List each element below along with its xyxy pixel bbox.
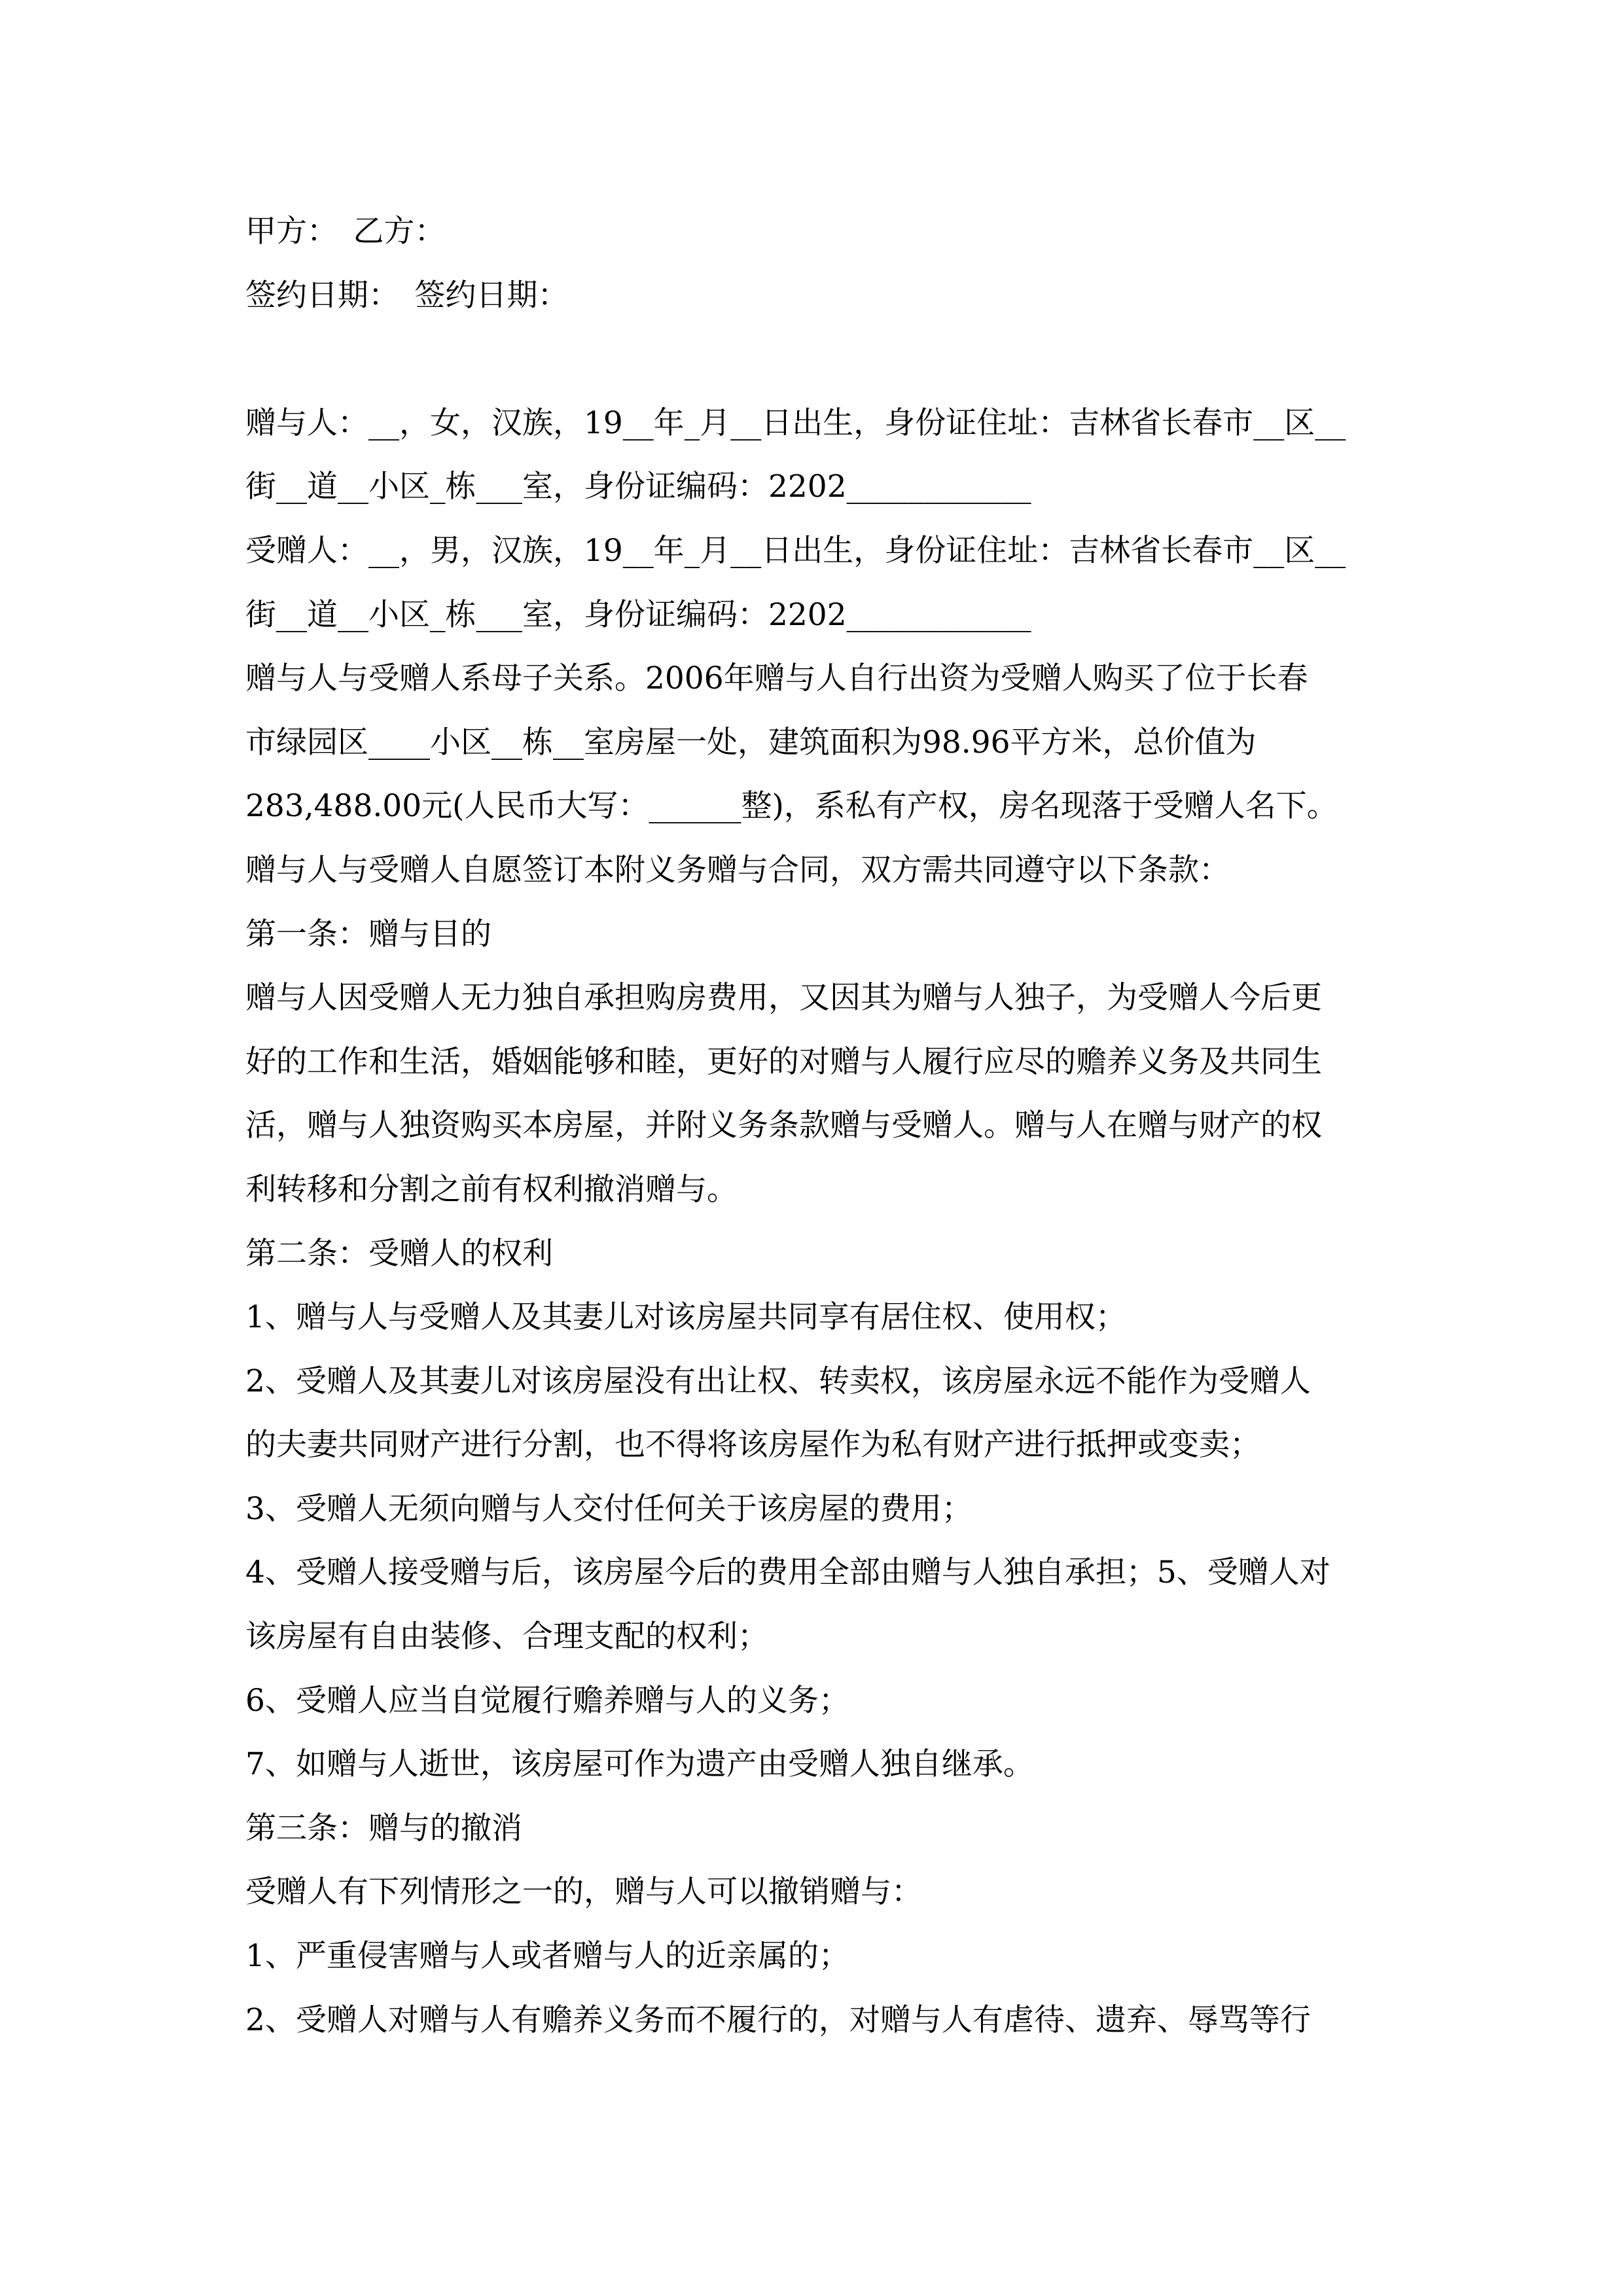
article-1-heading: 第一条：赠与目的 <box>245 916 491 952</box>
article-2-item-3: 3、受赠人无须向赠与人交付任何关于该房屋的费用； <box>245 1490 972 1527</box>
article-2-item-2-line-1: 2、受赠人及其妻儿对该房屋没有出让权、转卖权，该房屋永远不能作为受赠人 <box>245 1363 1311 1399</box>
article-3-item-2: 2、受赠人对赠与人有赡养义务而不履行的，对赠与人有虐待、遗弃、辱骂等行 <box>245 2001 1311 2038</box>
donor-info-line-1: 赠与人：__，女，汉族，19__年_月__日出生，身份证住址：吉林省长春市__区__ <box>245 404 1346 441</box>
article-2-item-2-line-2: 的夫妻共同财产进行分割，也不得将该房屋作为私有财产进行抵押或变卖； <box>245 1427 1260 1463</box>
article-2-heading: 第二条：受赠人的权利 <box>245 1235 553 1272</box>
article-1-text-line-3: 活，赠与人独资购买本房屋，并附义务条款赠与受赠人。赠与人在赠与财产的权 <box>245 1107 1322 1144</box>
relationship-paragraph-line-3: 283,488.00元(人民币大写：______整)，系私有产权，房名现落于受赠人名下。 <box>245 788 1338 825</box>
agreement-intro-line: 赠与人与受赠人自愿签订本附义务赠与合同，双方需共同遵守以下条款： <box>245 852 1230 888</box>
donee-info-line-1: 受赠人：__，男，汉族，19__年_月__日出生，身份证住址：吉林省长春市__区__ <box>245 532 1346 569</box>
article-2-item-4-line-1: 4、受赠人接受赠与后，该房屋今后的费用全部由赠与人独自承担；5、受赠人对 <box>245 1554 1330 1591</box>
donee-info-line-2: 街__道__小区_栋___室，身份证编码：2202____________ <box>245 596 1031 633</box>
article-2-item-7: 7、如赠与人逝世，该房屋可作为遗产由受赠人独自继承。 <box>245 1746 1034 1783</box>
donor-info-line-2: 街__道__小区_栋___室，身份证编码：2202____________ <box>245 469 1031 505</box>
article-2-item-1: 1、赠与人与受赠人及其妻儿对该房屋共同享有居住权、使用权； <box>245 1299 1126 1336</box>
party-line: 甲方： 乙方： <box>245 213 446 249</box>
article-3-intro: 受赠人有下列情形之一的，赠与人可以撤销赠与： <box>245 1874 922 1910</box>
article-3-item-1: 1、严重侵害赠与人或者赠与人的近亲属的； <box>245 1938 849 1975</box>
article-1-text-line-1: 赠与人因受赠人无力独自承担购房费用，又因其为赠与人独子，为受赠人今后更 <box>245 980 1322 1016</box>
article-3-heading: 第三条：赠与的撤消 <box>245 1810 522 1846</box>
blank-line <box>245 327 1404 391</box>
article-2-item-6: 6、受赠人应当自觉履行赡养赠与人的义务； <box>245 1682 849 1719</box>
signing-date-line: 签约日期： 签约日期： <box>245 277 569 314</box>
relationship-paragraph-line-2: 市绿园区____小区__栋__室房屋一处，建筑面积为98.96平方米，总价值为 <box>245 724 1257 761</box>
article-1-text-line-4: 利转移和分割之前有权利撤消赠与。 <box>245 1171 738 1208</box>
article-2-item-4-line-2: 该房屋有自由装修、合理支配的权利； <box>245 1619 768 1655</box>
document-body <box>245 200 1404 2052</box>
relationship-paragraph-line-1: 赠与人与受赠人系母子关系。2006年赠与人自行出资为受赠人购买了位于长春 <box>245 660 1308 697</box>
article-1-text-line-2: 好的工作和生活，婚姻能够和睦，更好的对赠与人履行应尽的赡养义务及共同生 <box>245 1043 1322 1080</box>
